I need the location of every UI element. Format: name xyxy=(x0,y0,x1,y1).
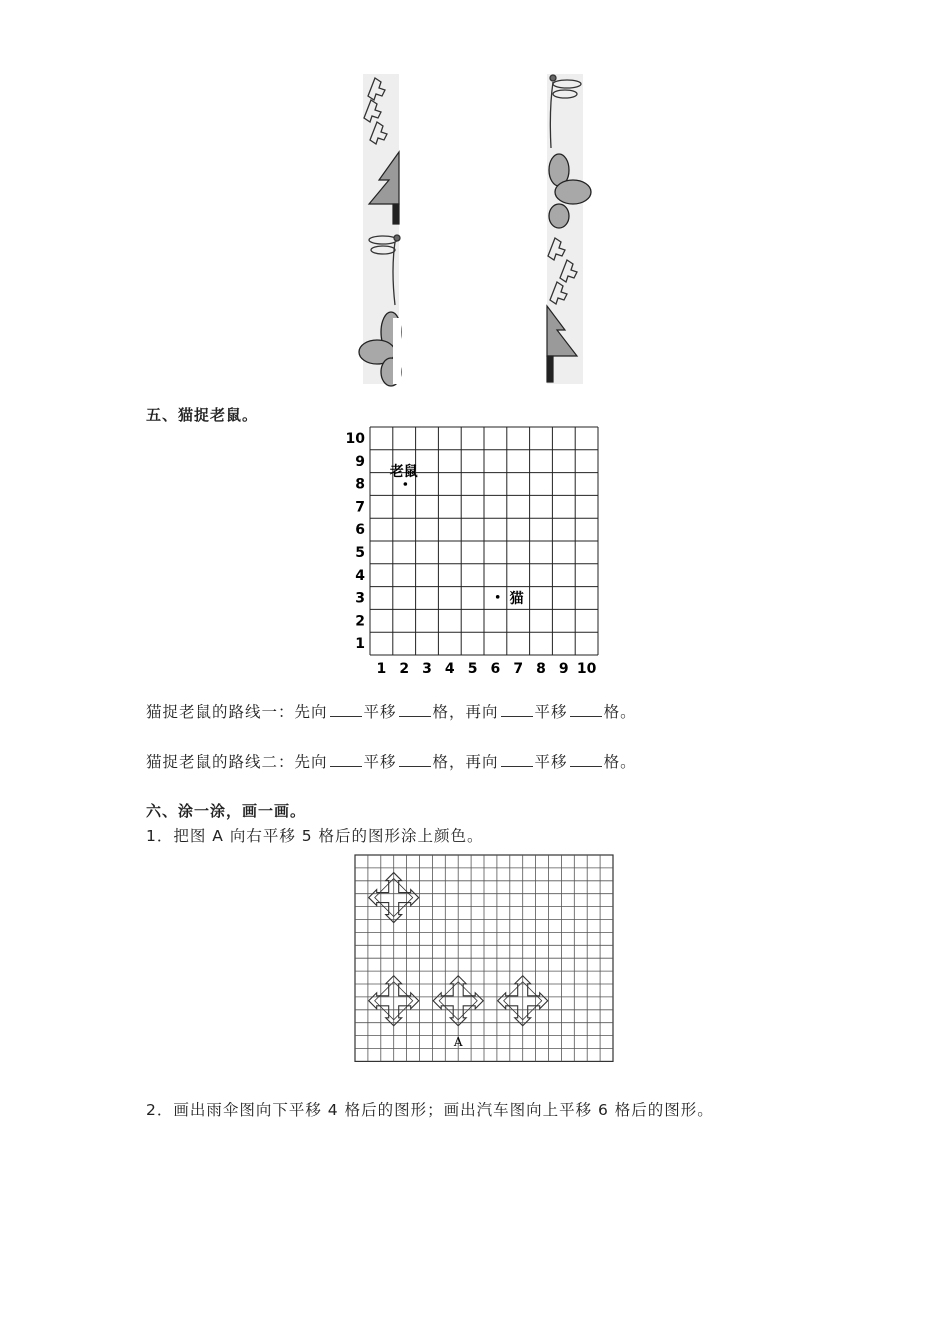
route2-prefix: 猫捉老鼠的路线二：先向 xyxy=(146,753,328,771)
x-tick-label: 2 xyxy=(399,661,410,677)
route1-line: 猫捉老鼠的路线一：先向 平移 格，再向 平移 格。 xyxy=(146,703,637,721)
x-tick-label: 8 xyxy=(536,661,546,677)
grid-lines xyxy=(370,427,598,655)
x-tick-label: 10 xyxy=(576,661,597,677)
route1-blank-steps1[interactable] xyxy=(399,702,431,717)
x-tick-label: 9 xyxy=(558,661,569,677)
y-tick-label: 5 xyxy=(355,545,365,561)
cat-mouse-grid xyxy=(340,420,610,680)
y-tick-label: 2 xyxy=(355,613,365,630)
question-1: 1．把图 A 向右平移 5 格后的图形涂上颜色。 xyxy=(146,827,484,845)
route2-line: 猫捉老鼠的路线二：先向 平移 格，再向 平移 格。 xyxy=(146,753,637,771)
y-tick-label: 6 xyxy=(355,522,365,539)
y-tick-label: 1 xyxy=(355,636,365,653)
cat-label: 猫 xyxy=(509,590,524,607)
route1-blank-direction2[interactable] xyxy=(501,702,533,717)
mouse-label: 老鼠 xyxy=(389,464,418,480)
question-2: 2．画出雨伞图向下平移 4 格后的图形；画出汽车图向上平移 6 格后的图形。 xyxy=(146,1101,714,1119)
route2-blank-direction2[interactable] xyxy=(501,752,533,767)
y-tick-label: 10 xyxy=(345,431,365,447)
route2-blank-steps2[interactable] xyxy=(570,752,602,767)
x-tick-label: 1 xyxy=(376,661,387,677)
x-tick-label: 7 xyxy=(513,661,524,677)
route1-blank-steps2[interactable] xyxy=(570,702,602,717)
route1-prefix: 猫捉老鼠的路线一：先向 xyxy=(146,703,328,721)
section5-title: 五、猫捉老鼠。 xyxy=(146,406,259,424)
y-tick-label: 3 xyxy=(355,590,365,607)
route1-blank-direction1[interactable] xyxy=(330,702,362,717)
y-tick-label: 7 xyxy=(355,499,365,516)
x-tick-label: 5 xyxy=(467,661,478,677)
route2-blank-direction1[interactable] xyxy=(330,752,362,767)
grid-lines xyxy=(355,855,613,1061)
route2-blank-steps1[interactable] xyxy=(399,752,431,767)
shape-a-label: A xyxy=(453,1034,463,1049)
x-tick-label: 4 xyxy=(444,661,455,677)
y-tick-label: 9 xyxy=(355,453,365,470)
translation-grid[interactable] xyxy=(353,853,615,1059)
y-tick-label: 8 xyxy=(355,476,365,493)
x-tick-label: 6 xyxy=(490,661,501,677)
symmetry-figure xyxy=(355,70,595,390)
section6-title: 六、涂一涂，画一画。 xyxy=(146,802,307,820)
mouse-point xyxy=(404,482,408,486)
y-tick-label: 4 xyxy=(355,567,365,584)
cat-point xyxy=(496,595,500,599)
x-tick-label: 3 xyxy=(422,661,432,677)
